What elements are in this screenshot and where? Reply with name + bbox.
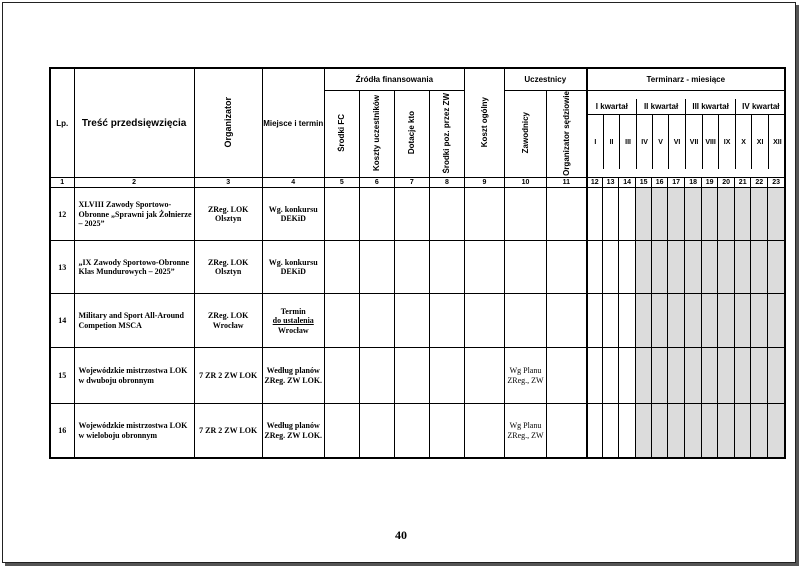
col-number: 11 — [547, 178, 587, 188]
header-lp: Lp. — [50, 68, 74, 178]
month-label: IX — [719, 115, 736, 169]
col-number: 14 — [619, 178, 636, 188]
month-label: I — [588, 115, 604, 169]
header-uczestnicy: Uczestnicy — [504, 68, 586, 90]
quarter-3: III kwartał — [686, 99, 736, 115]
table-row — [50, 241, 785, 294]
col-number: 10 — [504, 178, 546, 188]
month-label: VII — [686, 115, 703, 169]
col-number: 15 — [636, 178, 652, 188]
row-place: Według planów ZReg. ZW LOK. — [262, 404, 324, 458]
row-zawodnicy: Wg Planu ZReg., ZW — [504, 348, 546, 404]
month-label: XI — [752, 115, 769, 169]
header-tresc: Treść przedsięwzięcia — [74, 68, 194, 178]
row-lp: 13 — [50, 241, 74, 294]
row-place: Według planów ZReg. ZW LOK. — [262, 348, 324, 404]
place-line: Termin — [280, 306, 306, 316]
row-title: XLVIII Zawody Sportowo-Obronne „Sprawni jak Żołnierze – 2025” — [74, 188, 194, 241]
month-label: X — [736, 115, 752, 169]
col-number: 17 — [668, 178, 685, 188]
row-title: Military and Sport All-Around Competion MSCA — [74, 294, 194, 348]
row-lp: 16 — [50, 404, 74, 458]
col-number: 16 — [652, 178, 668, 188]
header-terminarz: Terminarz - miesiące — [587, 68, 785, 90]
row-title: Wojewódzkie mistrzostwa LOK w dwuboju obronnym — [74, 348, 194, 404]
table-row — [50, 188, 785, 241]
header-koszt-ogolny: Koszt ogólny — [464, 68, 504, 178]
place-line: do ustalenia — [272, 316, 314, 326]
col-number: 23 — [768, 178, 785, 188]
schedule-table — [49, 67, 786, 459]
place-line: Wrocław — [277, 325, 309, 335]
row-place: Wg. konkursu DEKiD — [262, 241, 324, 294]
header-zrodla: Źródła finansowania — [324, 68, 464, 90]
row-organizer: ZReg. LOK Wrocław — [194, 294, 262, 348]
quarter-1: I kwartał — [588, 99, 637, 115]
col-number: 18 — [685, 178, 702, 188]
month-label: VIII — [703, 115, 719, 169]
header-zawodnicy: Zawodnicy — [504, 90, 546, 178]
row-lp: 15 — [50, 348, 74, 404]
month-label: IV — [637, 115, 653, 169]
row-organizer: ZReg. LOK Olsztyn — [194, 241, 262, 294]
month-label: V — [653, 115, 669, 169]
row-title: Wojewódzkie mistrzostwa LOK w wieloboju obronnym — [74, 404, 194, 458]
table-row — [50, 404, 785, 458]
col-number: 9 — [464, 178, 504, 188]
quarter-4: IV kwartał — [736, 99, 785, 115]
month-label: III — [620, 115, 637, 169]
header-koszty: Koszty uczestników — [359, 90, 394, 178]
table-row — [50, 348, 785, 404]
col-number: 21 — [735, 178, 751, 188]
col-number: 2 — [74, 178, 194, 188]
row-place — [262, 294, 324, 348]
col-number: 22 — [751, 178, 768, 188]
row-lp: 14 — [50, 294, 74, 348]
col-number: 3 — [194, 178, 262, 188]
row-zawodnicy: Wg Planu ZReg., ZW — [504, 404, 546, 458]
col-number: 12 — [587, 178, 603, 188]
column-number-row — [50, 178, 785, 188]
col-number: 7 — [394, 178, 429, 188]
col-number: 6 — [359, 178, 394, 188]
col-number: 20 — [718, 178, 735, 188]
header-dotacje: Dotacje kto — [394, 90, 429, 178]
header-organizator: Organizator — [194, 68, 262, 178]
month-label: II — [604, 115, 620, 169]
header-org-sedziowie: Organizator sędziowie — [547, 90, 587, 178]
month-label: VI — [669, 115, 686, 169]
header-srodki-fc: Środki FC — [324, 90, 359, 178]
row-place: Wg. konkursu DEKiD — [262, 188, 324, 241]
col-number: 5 — [324, 178, 359, 188]
table-row — [50, 294, 785, 348]
col-number: 1 — [50, 178, 74, 188]
row-organizer: 7 ZR 2 ZW LOK — [194, 348, 262, 404]
col-number: 8 — [429, 178, 464, 188]
quarter-2: II kwartał — [637, 99, 686, 115]
header-srodki-poz: Środki poz. przez ZW — [429, 90, 464, 178]
col-number: 19 — [702, 178, 718, 188]
row-lp: 12 — [50, 188, 74, 241]
col-number: 4 — [262, 178, 324, 188]
header-miejsce: Miejsce i termin — [262, 68, 324, 178]
month-label: XII — [773, 138, 782, 146]
months-block — [587, 90, 785, 178]
col-number: 13 — [603, 178, 619, 188]
page-number: 40 — [395, 528, 407, 542]
row-organizer: 7 ZR 2 ZW LOK — [194, 404, 262, 458]
row-title: „IX Zawody Sportowo-Obronne Klas Mundurowych – 2025” — [74, 241, 194, 294]
row-organizer: ZReg. LOK Olsztyn — [194, 188, 262, 241]
